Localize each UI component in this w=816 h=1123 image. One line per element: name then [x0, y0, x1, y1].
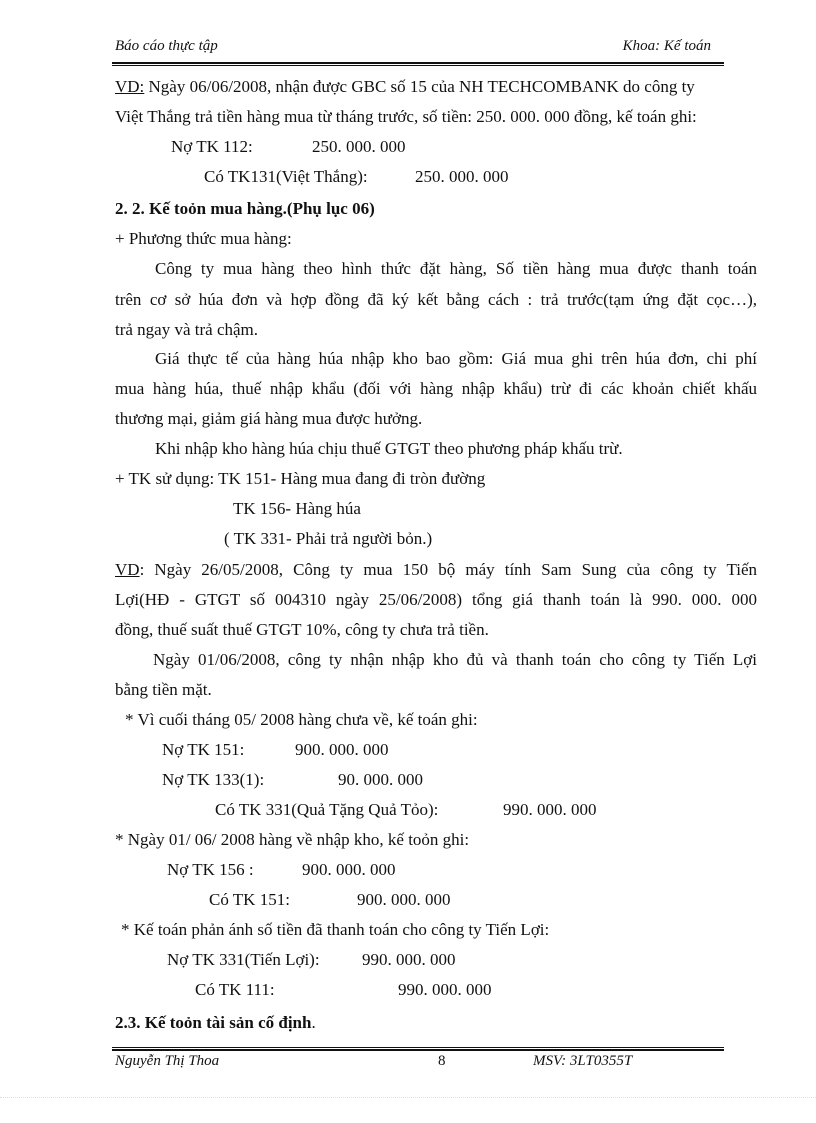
entry-amount: 900. 000. 000: [357, 890, 451, 909]
page-footer: [115, 1053, 723, 1070]
page-bottom-border: [0, 1097, 816, 1098]
header-rule: [112, 62, 724, 66]
paragraph-line: bằng tiền mặt.: [115, 680, 212, 699]
example-1-line-2: Việt Thắng trả tiền hàng mua từ tháng trước, số tiền: 250. 000. 000 đồng, kế toán ghi:: [115, 107, 697, 126]
paragraph-line: Giá thực tế của hàng húa nhập kho bao gồm: Giá mua ghi trên húa đơn, chi phí: [155, 349, 757, 368]
paragraph-line: Công ty mua hàng theo hình thức đặt hàng, Số tiền hàng mua được thanh toán: [155, 259, 757, 278]
entry-amount: 900. 000. 000: [295, 740, 389, 759]
entry-amount: 990. 000. 000: [503, 800, 597, 819]
accounts-used: ( TK 331- Phải trả người bỏn.): [224, 529, 433, 548]
entry-amount: 250. 000. 000: [415, 167, 509, 186]
example-2-line-1: [115, 560, 757, 580]
paragraph-line: trả ngay và trả chậm.: [115, 320, 259, 339]
section-2-3-period: .: [311, 1013, 316, 1032]
entry-amount: 900. 000. 000: [302, 860, 396, 879]
footer-rule: [112, 1047, 724, 1051]
page-number: 8: [438, 1053, 446, 1069]
paragraph-line: Ngày 01/06/2008, công ty nhận nhập kho đủ và thanh toán cho công ty Tiến Lợi: [153, 650, 757, 669]
page-header: [115, 38, 723, 55]
section-2-3-title: 2.3. Kế toỏn tài sản cố định: [115, 1013, 312, 1032]
paragraph-line: Khi nhập kho hàng húa chịu thuế GTGT theo phương pháp khấu trừ.: [155, 439, 623, 458]
section-2-3-heading: [115, 1013, 316, 1033]
step-1-note: * Vì cuối tháng 05/ 2008 hàng chưa về, kế toán ghi:: [125, 710, 478, 729]
example-1-line-1: [115, 77, 695, 97]
example-label: VD: [115, 560, 140, 579]
entry-account: Có TK 331(Quả Tặng Quả Tỏo):: [215, 800, 439, 819]
step-3-note: * Kế toán phản ánh số tiền đã thanh toán cho công ty Tiến Lợi:: [121, 920, 550, 939]
paragraph-line: trên cơ sở húa đơn và hợp đồng đã ký kết bằng cách : trả trước(tạm ứng đặt cọc…),: [115, 290, 757, 309]
header-right: Khoa: Kế toán: [622, 38, 711, 54]
paragraph-line: thương mại, giảm giá hàng mua được hưởng.: [115, 409, 423, 428]
entry-account: Có TK 111:: [195, 980, 275, 999]
entry-amount: 250. 000. 000: [312, 137, 406, 156]
entry-account: Nợ TK 133(1):: [162, 770, 265, 789]
example-label: VD:: [115, 77, 145, 96]
section-2-2-heading: 2. 2. Kế toỏn mua hàng.(Phụ lục 06): [115, 199, 375, 218]
example-text: Ngày 06/06/2008, nhận được GBC số 15 của NH TECHCOMBANK do công ty: [144, 77, 695, 96]
entry-amount: 990. 000. 000: [398, 980, 492, 999]
entry-amount: 90. 000. 000: [338, 770, 423, 789]
paragraph-line: mua hàng húa, thuế nhập khẩu (đối với hàng nhập khẩu) trừ đi các khoản chiết khấu: [115, 379, 757, 398]
accounts-used: TK 156- Hàng húa: [233, 499, 361, 518]
entry-amount: 990. 000. 000: [362, 950, 456, 969]
header-left: Báo cáo thực tập: [115, 38, 218, 54]
entry-account: Nợ TK 331(Tiến Lợi):: [167, 950, 320, 969]
footer-author: Nguyễn Thị Thoa: [115, 1053, 220, 1069]
entry-account: Nợ TK 151:: [162, 740, 245, 759]
entry-account: Nợ TK 112:: [171, 137, 253, 156]
entry-account: Có TK131(Việt Thắng):: [204, 167, 368, 186]
step-2-note: * Ngày 01/ 06/ 2008 hàng về nhập kho, kế toỏn ghi:: [115, 830, 470, 849]
example-text: : Ngày 26/05/2008, Công ty mua 150 bộ máy tính Sam Sung của công ty Tiến: [139, 560, 757, 579]
example-2-line-2: Lợi(HĐ - GTGT số 004310 ngày 25/06/2008) tổng giá thanh toán là 990. 000. 000: [115, 590, 757, 609]
footer-student-id: MSV: 3LT0355T: [533, 1053, 633, 1069]
entry-account: Nợ TK 156 :: [167, 860, 254, 879]
purchase-method: + Phương thức mua hàng:: [115, 229, 292, 248]
entry-account: Có TK 151:: [209, 890, 290, 909]
example-2-line-3: đồng, thuế suất thuế GTGT 10%, công ty chưa trả tiền.: [115, 620, 489, 639]
accounts-used: + TK sử dụng: TK 151- Hàng mua đang đi tròn đường: [115, 469, 486, 488]
